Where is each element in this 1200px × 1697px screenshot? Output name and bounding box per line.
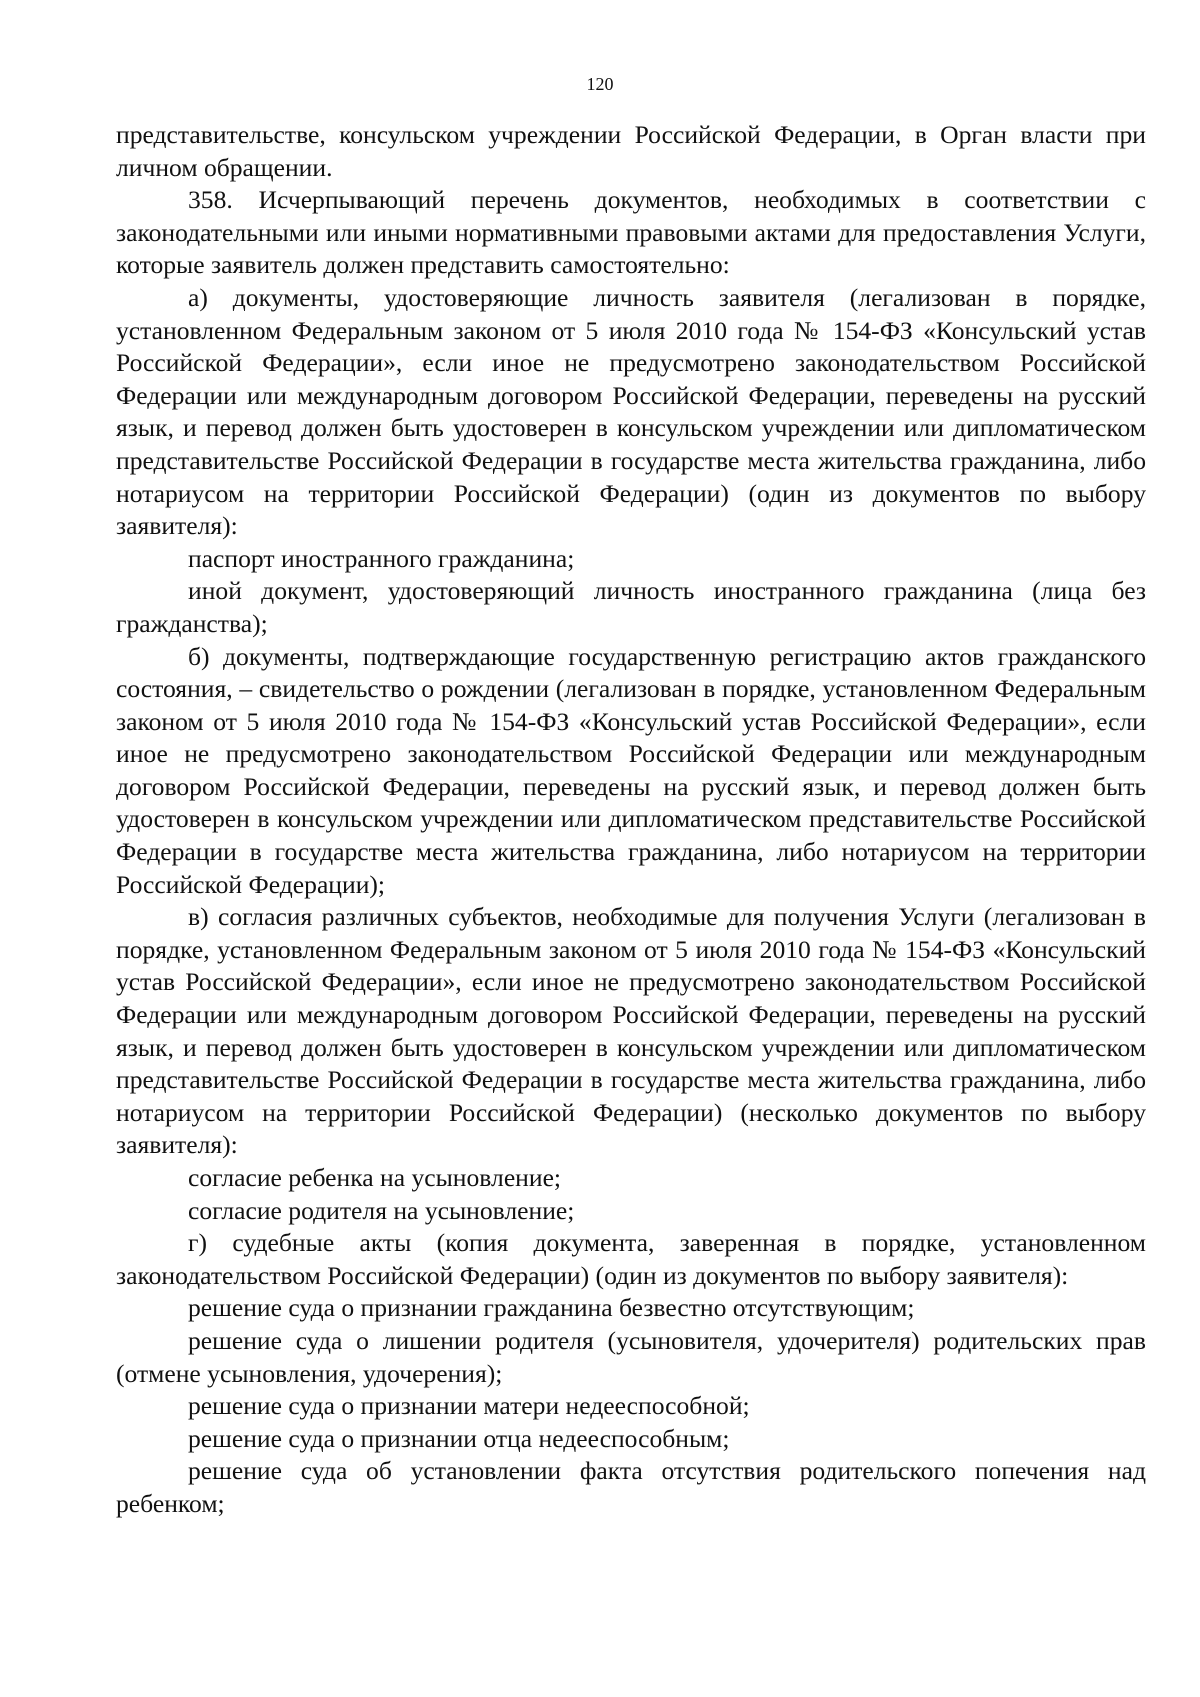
item-v-parent-consent: согласие родителя на усыновление; bbox=[188, 1195, 575, 1225]
item-g-mother-incapacity: решение суда о признании матери недееспособной; bbox=[188, 1391, 750, 1421]
item-v: в) согласия различных субъектов, необходимые для получения Услуги (легализован в порядке, установленном Федеральным законом от 5 июля 2010 года № 154-ФЗ «Консульский устав Российской Федерации», если иное не предусмотрено законодательством Российской Федерации или международным договором Российской Федерации, переведены на русский язык, и перевод должен быть удостоверен в консульском учреждении или дипломатическом представительстве Российской Федерации в государстве места жительства гражданина, либо нотариусом на территории Российской Федерации) (несколько документов по выбору заявителя): bbox=[116, 902, 1146, 1160]
item-v-child-consent: согласие ребенка на усыновление; bbox=[188, 1163, 562, 1192]
paragraph-358: 358. Исчерпывающий перечень документов, необходимых в соответствии с законодательными или иными нормативными правовыми актами для предоставления Услуги, которые заявитель должен представить самостоятельно: bbox=[116, 185, 1146, 280]
document-body bbox=[116, 119, 1146, 1521]
item-a: а) документы, удостоверяющие личность заявителя (легализован в порядке, установленном Федеральным законом от 5 июля 2010 года № 154-ФЗ «Консульский устав Российской Федерации», если иное не предусмотрено законодательством Российской Федерации или международным договором Российской Федерации, переведены на русский язык, и перевод должен быть удостоверен в консульском учреждении или дипломатическом представительстве Российской Федерации в государстве места жительства гражданина, либо нотариусом на территории Российской Федерации) (один из документов по выбору заявителя): bbox=[116, 282, 1146, 541]
paragraph-continuation: представительстве, консульском учреждении Российской Федерации, в Орган власти при личном обращении. bbox=[116, 120, 1146, 182]
item-g-deprivation: решение суда о лишении родителя (усыновителя, удочерителя) родительских прав (отмене усыновления, удочерения); bbox=[116, 1325, 1146, 1388]
item-g-no-care: решение суда об установлении факта отсутствия родительского попечения над ребенком; bbox=[116, 1456, 1146, 1518]
item-a-other-id: иной документ, удостоверяющий личность иностранного гражданина (лица без гражданства); bbox=[116, 576, 1146, 638]
item-a-passport: паспорт иностранного гражданина; bbox=[188, 543, 575, 573]
item-g: г) судебные акты (копия документа, заверенная в порядке, установленном законодательством Российской Федерации) (один из документов по выбору заявителя): bbox=[116, 1228, 1146, 1290]
item-g-father-incapacity: решение суда о признании отца недееспособным; bbox=[188, 1423, 730, 1453]
item-b: б) документы, подтверждающие государственную регистрацию актов гражданского состояния, – свидетельство о рождении (легализован в порядке, установленном Федеральным законом от 5 июля 2010 года № 154-ФЗ «Консульский устав Российской Федерации», если иное не предусмотрено законодательством Российской Федерации или международным договором Российской Федерации, переведены на русский язык, и перевод должен быть удостоверен в консульском учреждении или дипломатическом представительстве Российской Федерации в государстве места жительства гражданина, либо нотариусом на территории Российской Федерации); bbox=[116, 641, 1146, 899]
item-g-missing: решение суда о признании гражданина безвестно отсутствующим; bbox=[188, 1293, 915, 1323]
page-number: 120 bbox=[586, 74, 614, 94]
